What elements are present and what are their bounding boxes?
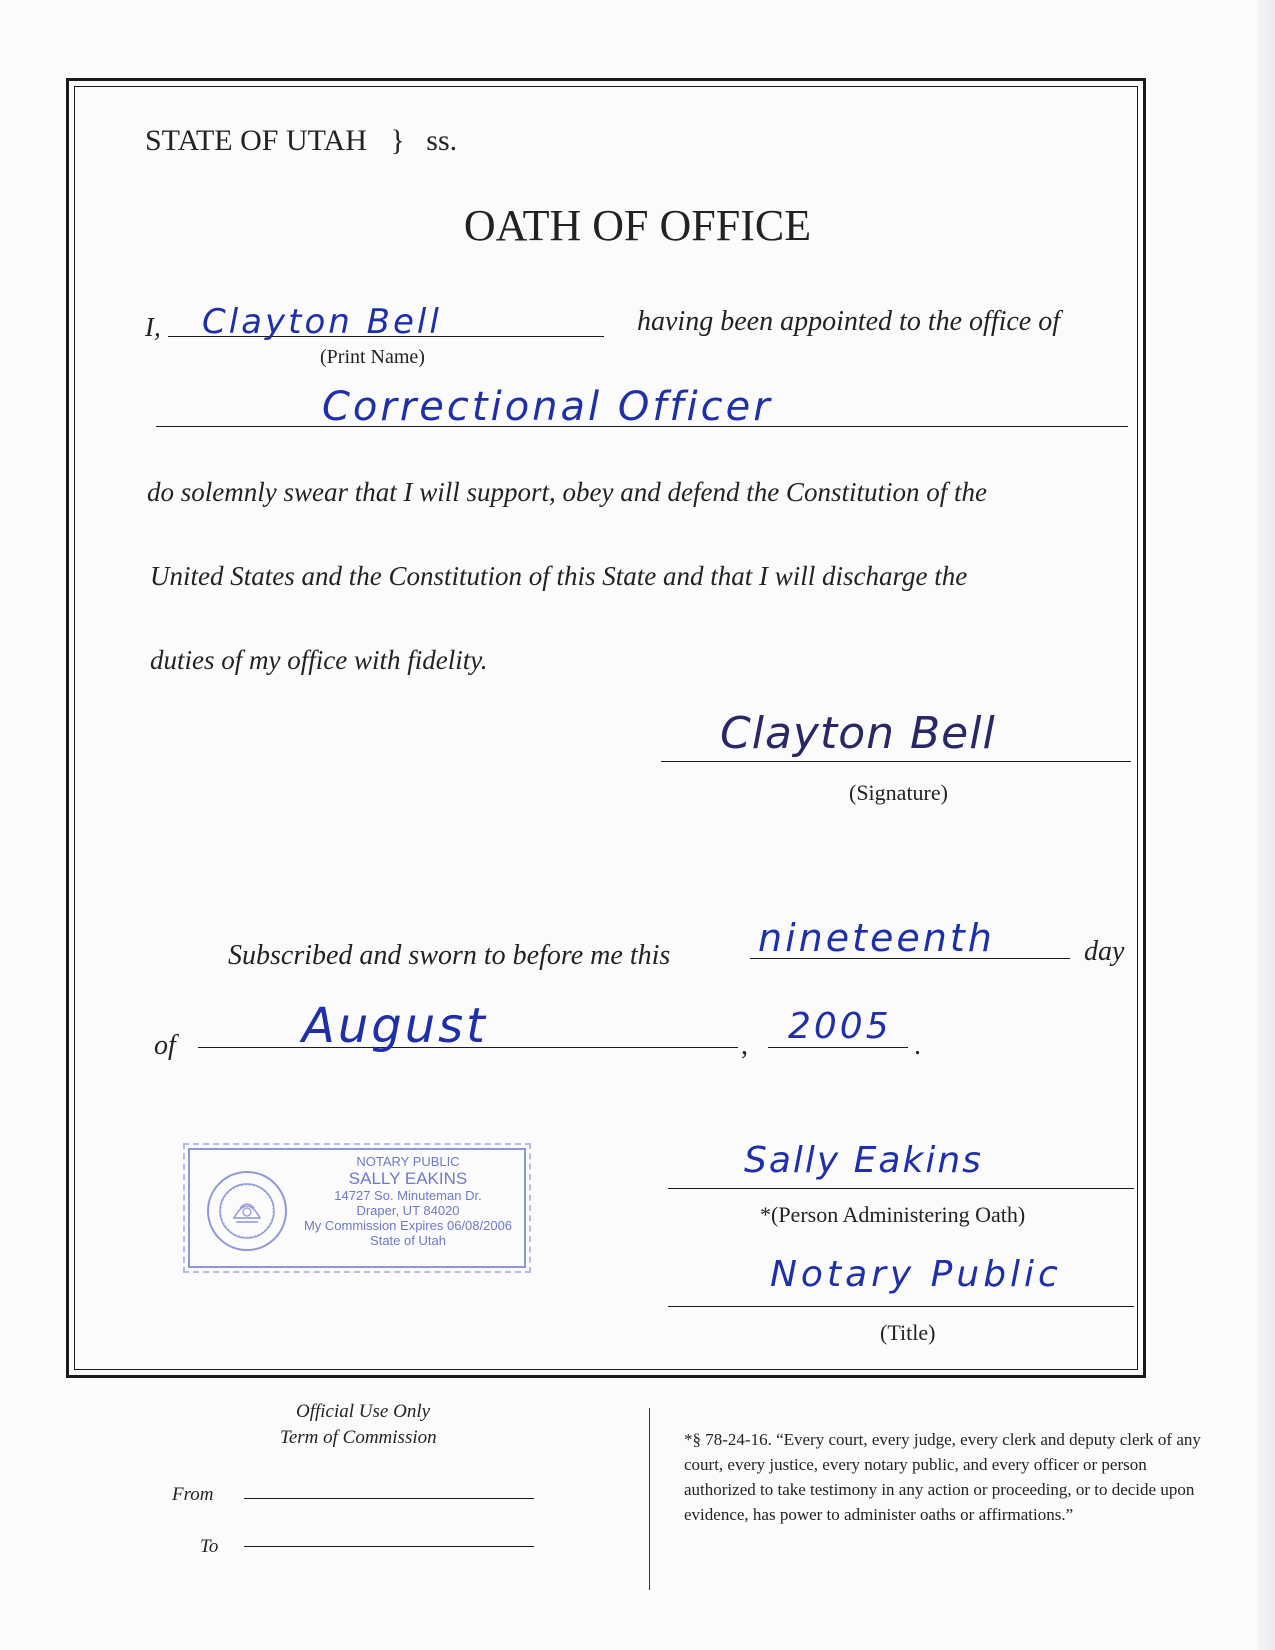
notary-stamp: [188, 1148, 526, 1268]
office-handwritten: Correctional Officer: [322, 384, 773, 430]
stamp-line-state: State of Utah: [370, 1233, 446, 1248]
signature-underline: [661, 761, 1131, 762]
title-caption: (Title): [880, 1320, 936, 1345]
oath-text-line-2: United States and the Constitution of this State and that I will discharge the: [150, 561, 968, 591]
day-label: day: [1084, 936, 1125, 967]
stamp-line-notary: NOTARY PUBLIC: [356, 1154, 460, 1169]
month-handwritten: August: [302, 998, 488, 1054]
year-underline: [768, 1047, 908, 1048]
appointed-text: having been appointed to the office of: [637, 306, 1061, 337]
stamp-text-block: [294, 1154, 522, 1248]
brace-symbol: }: [390, 124, 405, 157]
administrator-caption: *(Person Administering Oath): [760, 1202, 1026, 1227]
title-underline: [668, 1306, 1134, 1307]
stamp-line-street: 14727 So. Minuteman Dr.: [334, 1188, 482, 1203]
from-line: [244, 1498, 534, 1499]
oath-text-line-1: do solemnly swear that I will support, obey and defend the Constitution of the: [147, 477, 987, 507]
document-title: OATH OF OFFICE: [463, 201, 812, 250]
signature-caption: (Signature): [849, 780, 948, 805]
stamp-line-expiry: My Commission Expires 06/08/2006: [303, 1218, 513, 1233]
period-mark: .: [914, 1030, 921, 1061]
from-label: From: [172, 1484, 214, 1505]
stamp-line-city: Draper, UT 84020: [356, 1203, 460, 1218]
state-heading: [145, 124, 457, 158]
print-name-caption: (Print Name): [320, 346, 425, 368]
administrator-signature-handwritten: Sally Eakins: [744, 1140, 983, 1181]
i-label: I,: [145, 312, 161, 342]
statute-citation: *§ 78-24-16. “Every court, every judge, every clerk and deputy clerk of any court, every justice, every notary public, and every officer or person authorized to take testimony in any action or proceeding, or to decide upon evidence, has power to administer oaths or affirmations.”: [684, 1430, 1201, 1524]
administrator-underline: [668, 1188, 1134, 1189]
year-handwritten: 2005: [788, 1006, 892, 1047]
to-label: To: [200, 1536, 219, 1557]
title-handwritten: Notary Public: [770, 1254, 1062, 1295]
term-of-commission-heading: Term of Commission: [280, 1427, 437, 1448]
printed-name-handwritten: Clayton Bell: [202, 302, 442, 342]
official-use-heading: Official Use Only: [296, 1401, 431, 1422]
of-label: of: [154, 1030, 176, 1061]
state-seal-icon: [206, 1170, 288, 1252]
day-handwritten: nineteenth: [758, 916, 995, 960]
footer-divider: [649, 1408, 650, 1590]
signature-handwritten: Clayton Bell: [720, 708, 996, 759]
stamp-line-name: SALLY EAKINS: [348, 1169, 468, 1188]
state-name: STATE OF UTAH: [145, 124, 367, 157]
subscribed-text: Subscribed and sworn to before me this: [228, 940, 671, 971]
to-line: [244, 1546, 534, 1547]
ss-label: ss.: [426, 124, 458, 157]
oath-text-line-3: duties of my office with fidelity.: [150, 645, 488, 675]
comma-mark: ,: [741, 1030, 748, 1061]
